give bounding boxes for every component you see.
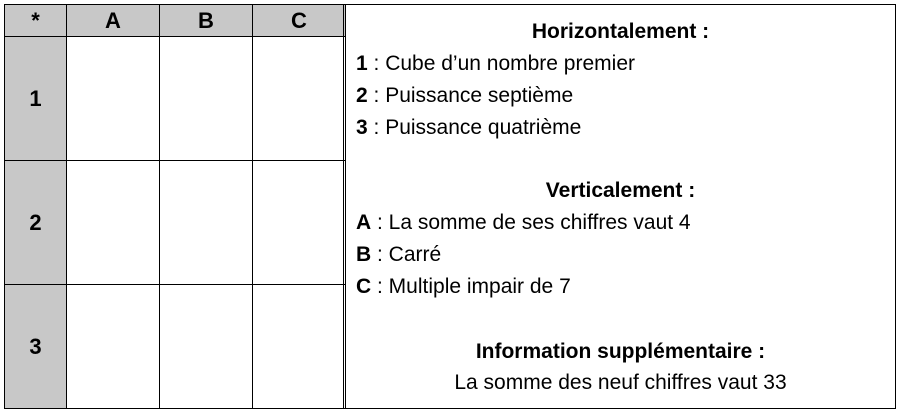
cell-a1[interactable] bbox=[67, 37, 160, 161]
grid-header-row bbox=[5, 5, 346, 37]
column-header-b: B bbox=[160, 5, 253, 37]
clue-key: C bbox=[356, 275, 372, 298]
grid-row-2 bbox=[5, 161, 346, 285]
clue-key: B bbox=[356, 243, 372, 266]
grid-row-1 bbox=[5, 37, 346, 161]
clue-key: 1 bbox=[356, 52, 368, 75]
vertical-clue-a bbox=[356, 211, 691, 235]
clue-text: : Carré bbox=[371, 243, 442, 266]
clue-key: 2 bbox=[356, 84, 368, 107]
row-header-3: 3 bbox=[5, 285, 67, 409]
row-header-2: 2 bbox=[5, 161, 67, 285]
cell-c1[interactable] bbox=[253, 37, 346, 161]
extra-text: La somme des neuf chiffres vaut 33 bbox=[454, 371, 787, 394]
crossnumber-grid bbox=[4, 4, 346, 409]
clue-text: : Puissance septième bbox=[367, 84, 574, 107]
vertical-clue-b bbox=[356, 243, 441, 267]
grid-row-3 bbox=[5, 285, 346, 409]
horizontal-clue-1 bbox=[356, 52, 635, 76]
cell-b1[interactable] bbox=[160, 37, 253, 161]
clue-key: 3 bbox=[356, 116, 368, 139]
clue-text: : Puissance quatrième bbox=[367, 116, 582, 139]
column-header-a: A bbox=[67, 5, 160, 37]
cell-a2[interactable] bbox=[67, 161, 160, 285]
horizontal-clue-2 bbox=[356, 84, 573, 108]
cell-b2[interactable] bbox=[160, 161, 253, 285]
cell-a3[interactable] bbox=[67, 285, 160, 409]
clue-text: : La somme de ses chiffres vaut 4 bbox=[371, 211, 691, 234]
row-header-1: 1 bbox=[5, 37, 67, 161]
vertical-clue-c bbox=[356, 275, 571, 299]
column-header-c: C bbox=[253, 5, 346, 37]
horizontal-title: Horizontalement : bbox=[531, 20, 710, 43]
extra-title: Information supplémentaire : bbox=[475, 340, 766, 363]
clue-text: : Cube d’un nombre premier bbox=[367, 52, 635, 75]
cell-b3[interactable] bbox=[160, 285, 253, 409]
cell-c3[interactable] bbox=[253, 285, 346, 409]
clue-text: : Multiple impair de 7 bbox=[371, 275, 571, 298]
cell-c2[interactable] bbox=[253, 161, 346, 285]
clue-key: A bbox=[356, 211, 372, 234]
clues-panel bbox=[343, 4, 896, 409]
horizontal-clue-3 bbox=[356, 116, 581, 140]
vertical-title: Verticalement : bbox=[545, 179, 696, 202]
grid-corner: * bbox=[5, 5, 67, 37]
